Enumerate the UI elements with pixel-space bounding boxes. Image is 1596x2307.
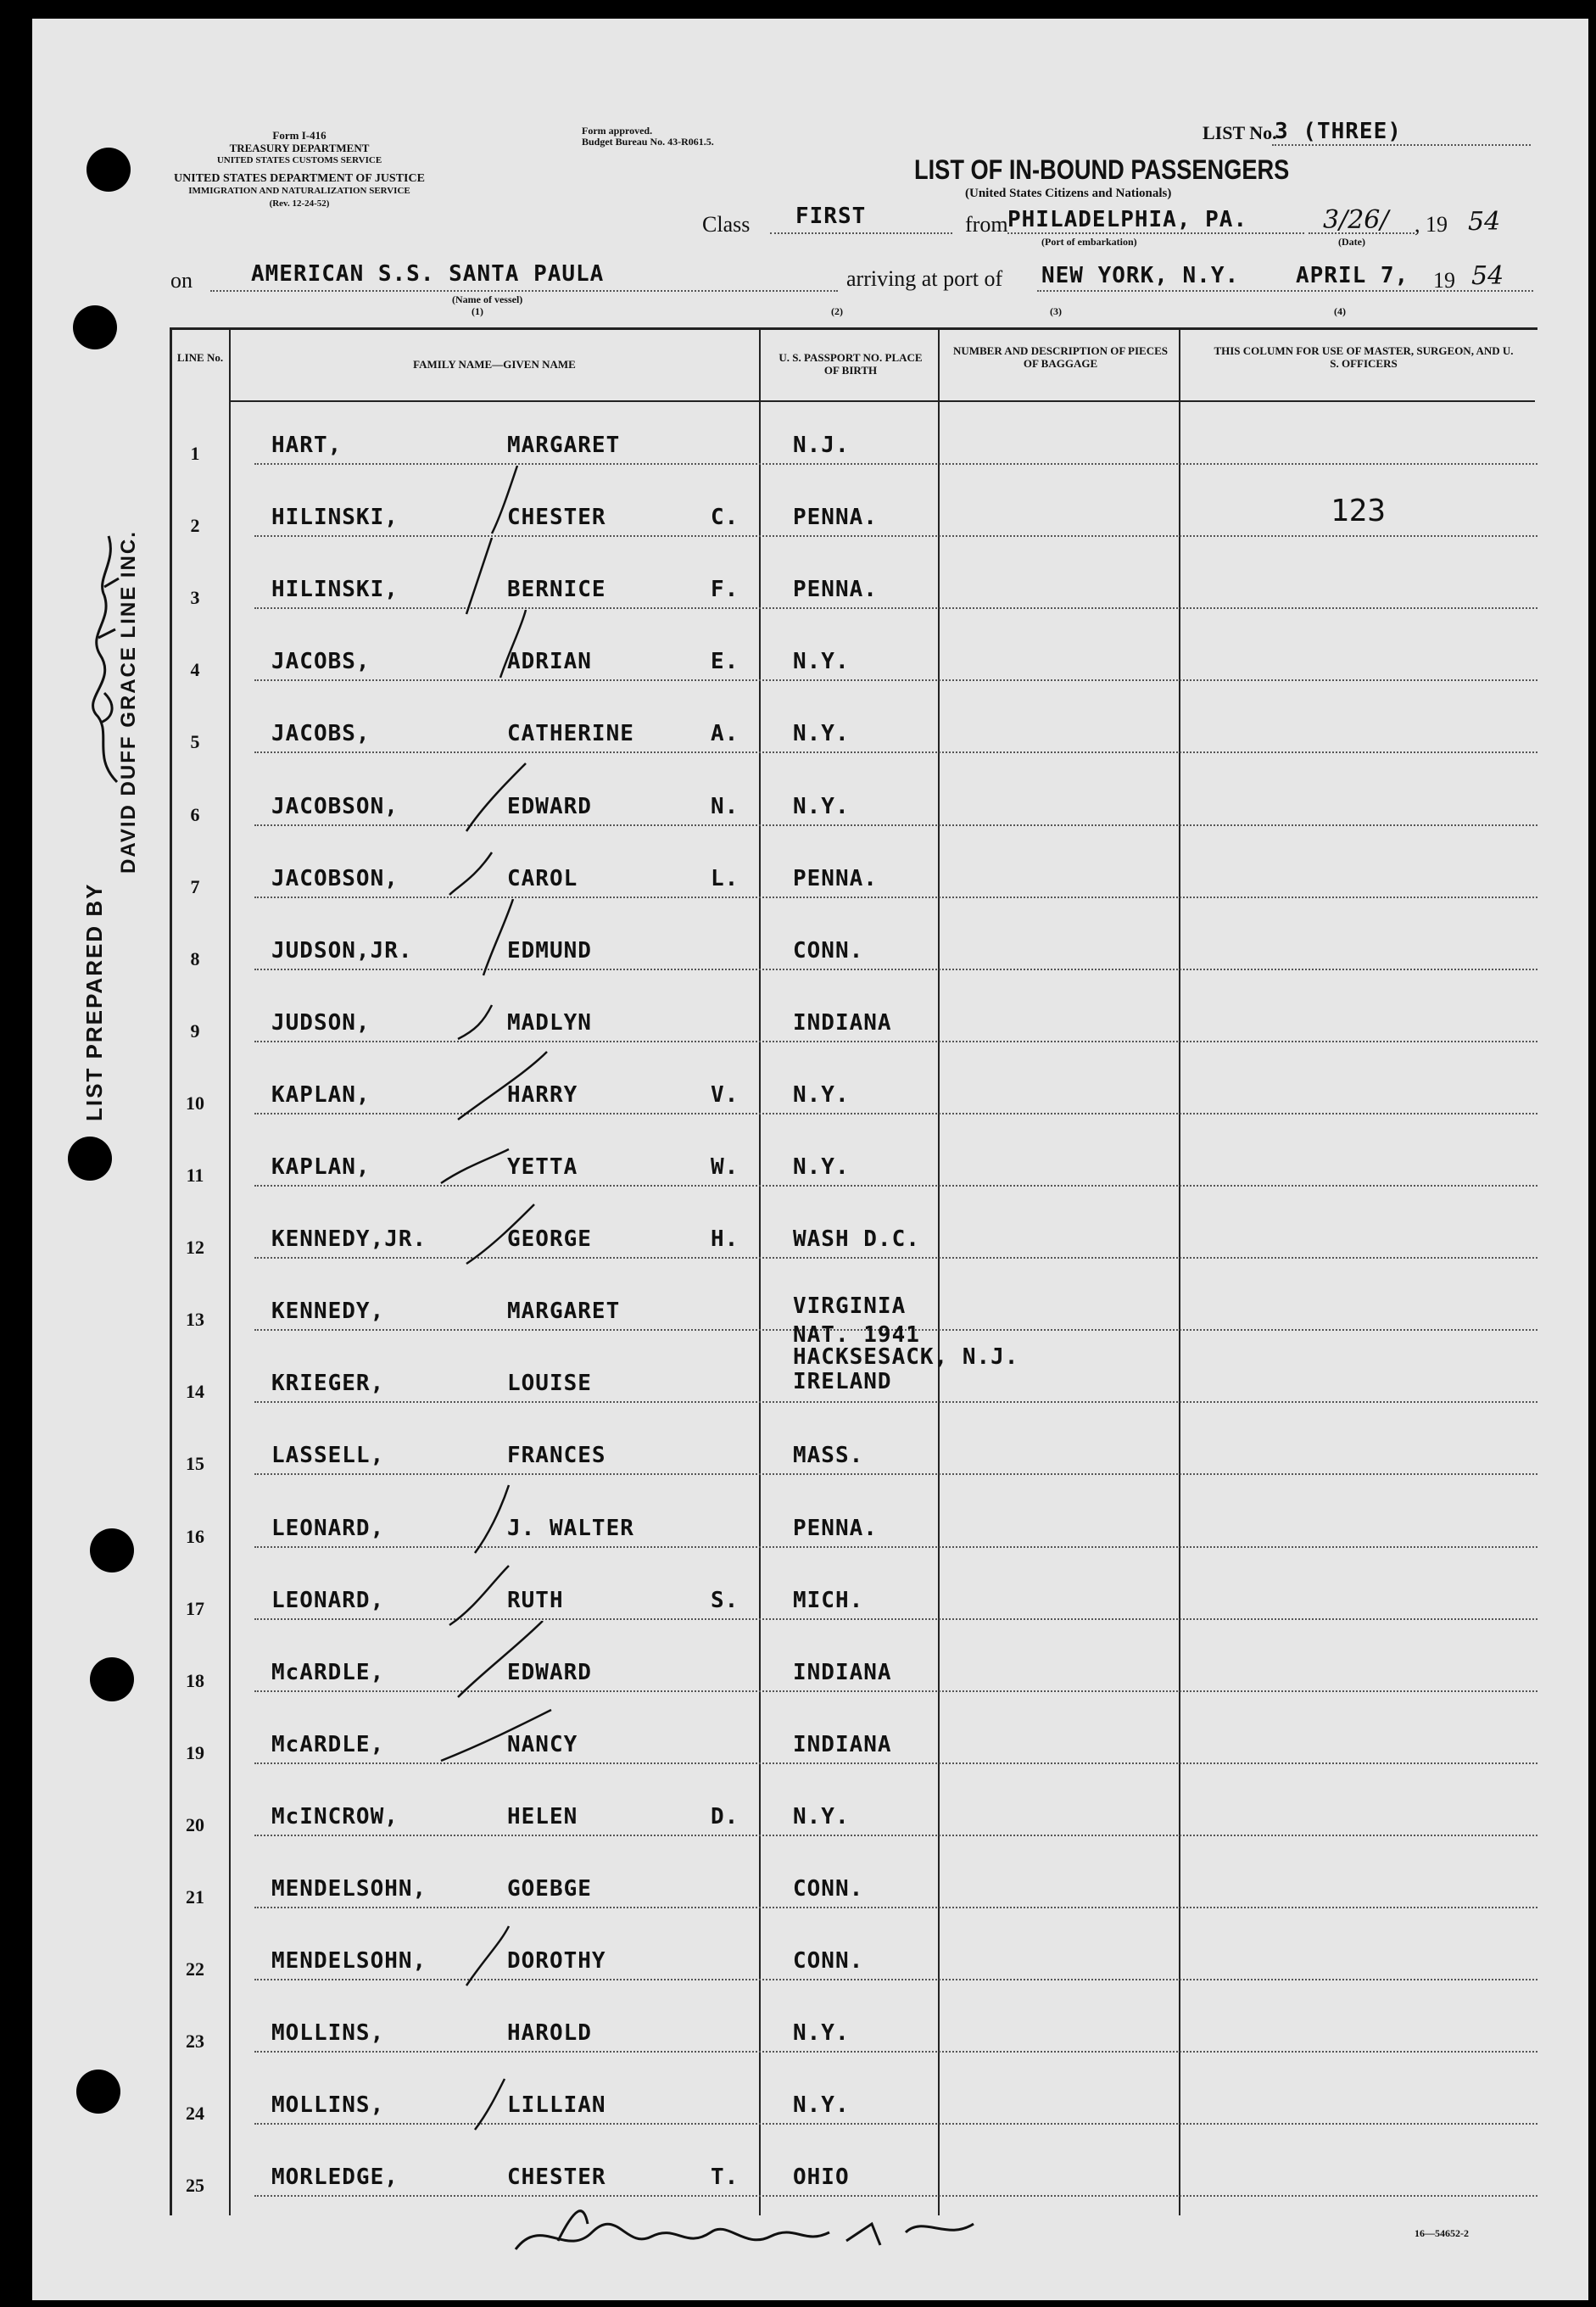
list-no-dots <box>1272 144 1531 146</box>
place-of-birth: N.Y. <box>793 721 850 747</box>
line-number: 5 <box>190 731 200 753</box>
date-dots <box>1309 232 1415 234</box>
given-name: MADLYN <box>507 1009 592 1036</box>
justice-label: UNITED STATES DEPARTMENT OF JUSTICE <box>174 172 425 185</box>
given-name: LOUISE <box>507 1371 592 1397</box>
passenger-row <box>170 980 1537 1053</box>
header-name: FAMILY NAME—GIVEN NAME <box>413 358 576 371</box>
row-rule <box>254 1473 1537 1475</box>
passenger-row <box>170 690 1537 763</box>
list-no-label: LIST No. <box>1203 122 1277 143</box>
date-year: 54 <box>1468 207 1501 237</box>
manifest-sheet <box>32 19 1588 2300</box>
class-value: FIRST <box>795 204 867 229</box>
passenger-row <box>170 1701 1537 1774</box>
passenger-row <box>170 1918 1537 1991</box>
middle-initial: W. <box>711 1154 739 1180</box>
family-name: HILINSKI, <box>271 505 399 531</box>
place-of-birth: VIRGINIA <box>793 1293 907 1320</box>
passenger-row <box>170 1196 1537 1269</box>
middle-initial: V. <box>711 1081 739 1108</box>
passenger-row <box>170 1774 1537 1846</box>
ins-label: IMMIGRATION AND NATURALIZATION SERVICE <box>188 186 410 196</box>
line-number: 3 <box>190 587 200 609</box>
passenger-row <box>170 1124 1537 1197</box>
family-name: MENDELSOHN, <box>271 1876 427 1902</box>
place-of-birth: N.Y. <box>793 1803 850 1829</box>
header-baggage: NUMBER AND DESCRIPTION OF PIECES OF BAGGAGE <box>952 344 1169 370</box>
place-of-birth: IRELAND <box>793 1369 892 1395</box>
arrival-year: 54 <box>1471 261 1504 291</box>
line-number: 15 <box>186 1453 204 1475</box>
row-rule <box>254 751 1537 753</box>
from-label: from <box>965 212 1008 237</box>
line-number: 1 <box>190 443 200 464</box>
check-mark <box>365 1693 568 1778</box>
family-name: JACOBS, <box>271 649 371 675</box>
middle-initial: S. <box>711 1587 739 1613</box>
budget-bureau: Budget Bureau No. 43-R061.5. <box>582 136 714 148</box>
line-number: 25 <box>186 2175 204 2197</box>
family-name: McARDLE, <box>271 1731 385 1757</box>
family-name: JACOBSON, <box>271 865 399 891</box>
line-number: 2 <box>190 515 200 537</box>
line-number: 4 <box>190 659 200 681</box>
form-number: Form I-416 <box>272 129 326 142</box>
family-name: KRIEGER, <box>271 1371 385 1397</box>
family-name: KENNEDY,JR. <box>271 1226 427 1253</box>
row-rule <box>254 1835 1537 1836</box>
family-name: JUDSON, <box>271 1009 371 1036</box>
middle-initial: E. <box>711 649 739 675</box>
passenger-row <box>170 618 1537 691</box>
line-number: 16 <box>186 1525 204 1547</box>
middle-initial: A. <box>711 721 739 747</box>
given-name: BERNICE <box>507 577 606 603</box>
form-code: 16—54652-2 <box>1415 2227 1469 2239</box>
place-of-birth: N.Y. <box>793 2092 850 2119</box>
place-of-birth: CONN. <box>793 937 864 964</box>
place-of-birth: N.Y. <box>793 1081 850 1108</box>
place-of-birth: INDIANA <box>793 1009 892 1036</box>
col1-marker: (1) <box>472 305 483 317</box>
given-name: EDWARD <box>507 1659 592 1685</box>
table-top-border <box>170 327 1537 330</box>
passenger-row <box>170 546 1537 619</box>
binder-hole <box>86 148 131 192</box>
given-name: HELEN <box>507 1803 578 1829</box>
arrival-date: APRIL 7, <box>1296 263 1409 288</box>
line-number: 9 <box>190 1019 200 1042</box>
line-number: 7 <box>190 875 200 897</box>
given-name: DOROTHY <box>507 1948 606 1975</box>
given-name: EDMUND <box>507 937 592 964</box>
line-number: 20 <box>186 1813 204 1835</box>
row-rule <box>254 1907 1537 1908</box>
passenger-row <box>170 402 1537 475</box>
from-value: PHILADELPHIA, PA. <box>1007 207 1248 232</box>
col2-marker: (2) <box>831 305 843 317</box>
date-value: 3/26/ <box>1323 205 1389 235</box>
passenger-row <box>170 2134 1537 2207</box>
line-number: 18 <box>186 1669 204 1691</box>
middle-initial: C. <box>711 505 739 531</box>
passenger-row <box>170 1846 1537 1919</box>
family-name: JACOBSON, <box>271 793 399 819</box>
line-number: 23 <box>186 2030 204 2053</box>
col3-marker: (3) <box>1050 305 1062 317</box>
place-of-birth: OHIO <box>793 2165 850 2191</box>
officer-signature <box>507 2198 982 2266</box>
date-caption: (Date) <box>1338 236 1365 248</box>
given-name: CHESTER <box>507 505 606 531</box>
given-name: HAROLD <box>507 2020 592 2047</box>
line-number: 13 <box>186 1309 204 1331</box>
passenger-row <box>170 763 1537 836</box>
form-agency-block <box>164 129 435 210</box>
middle-initial: H. <box>711 1226 739 1253</box>
header-passport: U. S. PASSPORT NO. PLACE OF BIRTH <box>778 351 923 377</box>
arrival-dots <box>1037 290 1533 292</box>
header-line-no: LINE No. <box>176 351 224 364</box>
arrival-port: NEW YORK, N.Y. <box>1041 263 1240 288</box>
family-name: McARDLE, <box>271 1659 385 1685</box>
class-label: Class <box>702 212 751 237</box>
middle-initial: F. <box>711 577 739 603</box>
family-name: McINCROW, <box>271 1803 399 1829</box>
line-number: 14 <box>186 1381 204 1403</box>
from-dots <box>1007 232 1304 234</box>
place-of-birth: INDIANA <box>793 1659 892 1685</box>
place-of-birth: CONN. <box>793 1948 864 1975</box>
given-name: HARRY <box>507 1081 578 1108</box>
given-name: RUTH <box>507 1587 564 1613</box>
given-name: ADRIAN <box>507 649 592 675</box>
family-name: KAPLAN, <box>271 1081 371 1108</box>
family-name: MENDELSOHN, <box>271 1948 427 1975</box>
passenger-row <box>170 835 1537 908</box>
line-number: 19 <box>186 1741 204 1763</box>
passenger-row <box>170 1485 1537 1558</box>
form-approved: Form approved. <box>582 125 653 137</box>
check-mark <box>365 1187 568 1272</box>
given-name: GEORGE <box>507 1226 592 1253</box>
rev-label: (Rev. 12-24-52) <box>269 198 330 209</box>
given-name: CATHERINE <box>507 721 634 747</box>
place-of-birth: N.Y. <box>793 649 850 675</box>
binder-hole <box>73 305 117 349</box>
row-rule <box>254 2051 1537 2053</box>
passenger-row <box>170 2062 1537 2135</box>
check-mark <box>365 2053 568 2138</box>
family-name: KENNEDY, <box>271 1299 385 1325</box>
line-number: 6 <box>190 803 200 825</box>
line-number: 10 <box>186 1092 204 1114</box>
family-name: MORLEDGE, <box>271 2165 399 2191</box>
place-of-birth: PENNA. <box>793 577 878 603</box>
list-prepared-by: LIST PREPARED BY <box>81 882 107 1121</box>
given-name: GOEBGE <box>507 1876 592 1902</box>
naturalization-note: NAT. 1941 <box>793 1322 920 1349</box>
family-name: LASSELL, <box>271 1443 385 1469</box>
passenger-row <box>170 1412 1537 1485</box>
class-dots <box>770 232 952 234</box>
port-caption: (Port of embarkation) <box>1041 236 1137 248</box>
form-title: LIST OF IN-BOUND PASSENGERS <box>914 154 1290 185</box>
place-of-birth: PENNA. <box>793 505 878 531</box>
family-name: LEONARD, <box>271 1587 385 1613</box>
passenger-row <box>170 1322 1537 1413</box>
check-mark <box>365 1909 568 1994</box>
family-name: JACOBS, <box>271 721 371 747</box>
approval-block <box>582 126 714 148</box>
treasury-label: TREASURY DEPARTMENT <box>229 142 370 154</box>
residence-note: HACKSESACK, N.J. <box>793 1344 1019 1371</box>
line-number: 12 <box>186 1237 204 1259</box>
line-number: 24 <box>186 2103 204 2125</box>
given-name: MARGARET <box>507 1299 621 1325</box>
place-of-birth: N.Y. <box>793 2020 850 2047</box>
middle-initial: N. <box>711 793 739 819</box>
middle-initial: L. <box>711 865 739 891</box>
place-of-birth: CONN. <box>793 1876 864 1902</box>
passenger-row <box>170 908 1537 980</box>
given-name: EDWARD <box>507 793 592 819</box>
binder-hole <box>76 2070 120 2114</box>
passenger-row <box>170 1052 1537 1125</box>
family-name: HART, <box>271 433 343 458</box>
family-name: HILINSKI, <box>271 577 399 603</box>
officer-annotation: 123 <box>1331 494 1387 528</box>
place-of-birth: N.Y. <box>793 1154 850 1180</box>
given-name: CAROL <box>507 865 578 891</box>
given-name: CHESTER <box>507 2165 606 2191</box>
passenger-row <box>170 1557 1537 1630</box>
middle-initial: T. <box>711 2165 739 2191</box>
family-name: KAPLAN, <box>271 1154 371 1180</box>
arrival-year-prefix: 19 <box>1433 268 1455 293</box>
place-of-birth: MICH. <box>793 1587 864 1613</box>
on-label: on <box>170 268 193 293</box>
line-number: 11 <box>186 1165 204 1186</box>
family-name: JUDSON,JR. <box>271 937 413 964</box>
passenger-row <box>170 474 1537 547</box>
company-name: DAVID DUFF GRACE LINE INC. <box>117 530 140 874</box>
passenger-row <box>170 1990 1537 2063</box>
place-of-birth: WASH D.C. <box>793 1226 920 1253</box>
given-name: J. WALTER <box>507 1515 634 1541</box>
vessel-dots <box>210 290 838 292</box>
given-name: LILLIAN <box>507 2092 606 2119</box>
middle-initial: D. <box>711 1803 739 1829</box>
row-rule <box>254 2195 1537 2197</box>
form-subtitle: (United States Citizens and Nationals) <box>965 187 1172 200</box>
family-name: LEONARD, <box>271 1515 385 1541</box>
passenger-row <box>170 1629 1537 1702</box>
vessel-value: AMERICAN S.S. SANTA PAULA <box>251 261 605 287</box>
place-of-birth: N.J. <box>793 433 850 458</box>
place-of-birth: PENNA. <box>793 1515 878 1541</box>
line-number: 21 <box>186 1886 204 1908</box>
row-rule <box>254 1401 1537 1403</box>
given-name: YETTA <box>507 1154 578 1180</box>
list-no-value: 3 (THREE) <box>1275 119 1402 144</box>
place-of-birth: INDIANA <box>793 1731 892 1757</box>
binder-hole <box>90 1657 134 1701</box>
place-of-birth: PENNA. <box>793 865 878 891</box>
arriving-label: arriving at port of <box>846 266 1003 291</box>
place-of-birth: MASS. <box>793 1443 864 1469</box>
binder-hole <box>68 1137 112 1181</box>
preparer-signature <box>66 511 134 790</box>
header-officers: THIS COLUMN FOR USE OF MASTER, SURGEON, AND U. S. OFFICERS <box>1214 344 1514 370</box>
binder-hole <box>90 1528 134 1572</box>
family-name: MOLLINS, <box>271 2020 385 2047</box>
customs-label: UNITED STATES CUSTOMS SERVICE <box>216 155 382 165</box>
line-number: 17 <box>186 1597 204 1619</box>
date-year-prefix: , 19 <box>1415 212 1448 237</box>
given-name: FRANCES <box>507 1443 606 1469</box>
family-name: MOLLINS, <box>271 2092 385 2119</box>
place-of-birth: N.Y. <box>793 793 850 819</box>
vessel-caption: (Name of vessel) <box>452 293 523 305</box>
given-name: NANCY <box>507 1731 578 1757</box>
col4-marker: (4) <box>1334 305 1346 317</box>
given-name: MARGARET <box>507 433 621 458</box>
check-mark <box>365 610 568 695</box>
line-number: 8 <box>190 947 200 969</box>
line-number: 22 <box>186 1958 204 1980</box>
